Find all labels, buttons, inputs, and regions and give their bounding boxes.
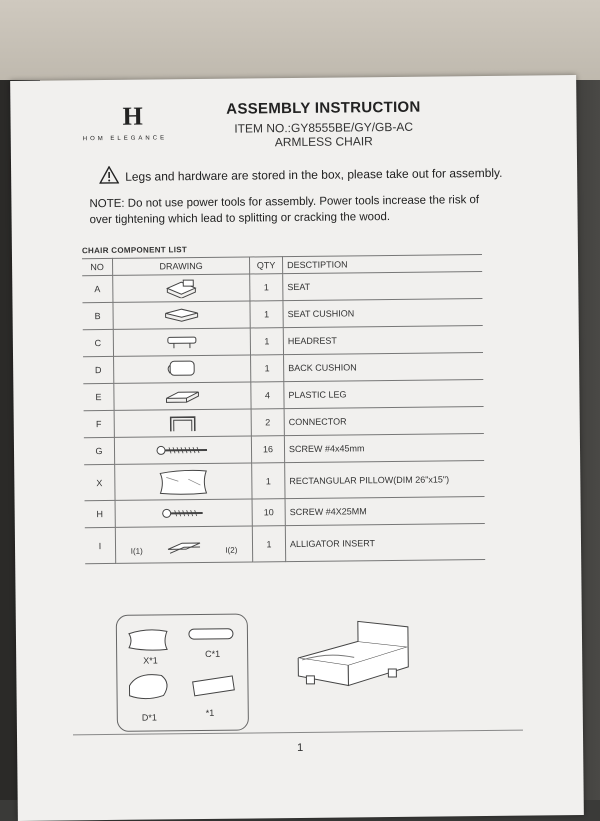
pillow-icon [119,466,247,497]
instruction-sheet [10,75,584,821]
brand-logo-text: HOM ELEGANCE [83,135,167,142]
column-header-no: NO [82,258,113,275]
screw-icon [119,444,247,457]
armless-chair-illustration [288,617,419,713]
kit-label-headrest: C*1 [205,649,220,659]
column-header-drawing: DRAWING [113,257,250,275]
seat-icon [117,278,245,299]
headrest-icon [118,334,246,351]
item-number: ITEM NO.:GY8555BE/GY/GB-AC [11,118,577,138]
seat-cushion-icon [118,307,246,324]
back-cushion-icon [118,359,246,380]
table-row: A 1 SEAT [82,272,482,303]
table-row: I I(1) I(2) 1 ALLIGATOR INSERT [85,524,485,564]
alligator-insert-icon [164,534,204,554]
page-number: 1 [17,739,583,757]
note-text: NOTE: Do not use power tools for assembly. Power tools increase the risk of over tightening which lead to splitting or cracking the wood. [89,192,489,228]
product-name: ARMLESS CHAIR [11,132,577,152]
table-row: G 16 SCREW #4x45mm [84,434,484,465]
component-list-title: CHAIR COMPONENT LIST [82,245,187,255]
alligator-insert-label-2: I(2) [225,545,237,554]
table-row: D 1 BACK CUSHION [83,353,483,384]
table-row: C 1 HEADREST [83,326,483,357]
component-table [82,254,485,564]
warning-notice [99,162,503,187]
parts-kit-illustration [116,614,249,732]
column-header-description: DESCTIPTION [282,255,482,274]
plastic-leg-icon [118,386,246,407]
connector-icon [119,413,247,434]
table-row: F 2 CONNECTOR [84,407,484,438]
table-row: E 4 PLASTIC LEG [83,380,483,411]
kit-label-hardware: *1 [206,708,215,718]
kit-label-cushion: D*1 [142,712,157,722]
kit-label-pillow: X*1 [143,655,158,665]
table-row: H 10 SCREW #4X25MM [85,497,485,528]
table-row: X 1 RECTANGULAR PILLOW(DIM 26"x15") [84,461,484,501]
page-title: ASSEMBLY INSTRUCTION [10,97,576,120]
table-row: B 1 SEAT CUSHION [82,299,482,330]
column-header-qty: QTY [249,257,282,274]
screw-icon [120,507,248,520]
brand-logo: H [122,102,143,132]
warning-triangle-icon [99,166,119,187]
alligator-insert-label-1: I(1) [131,546,143,555]
warning-text: Legs and hardware are stored in the box, please take out for assembly. [125,165,502,183]
